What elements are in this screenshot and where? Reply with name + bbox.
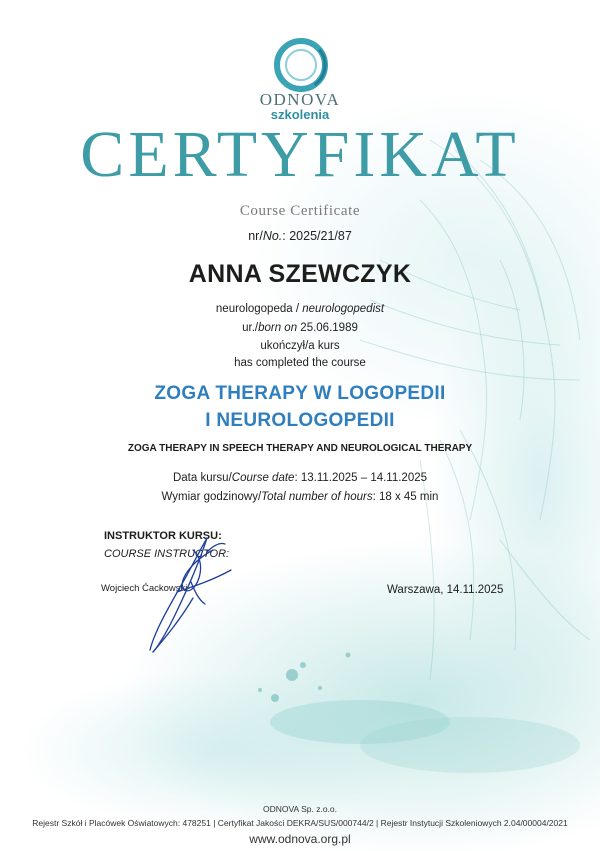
born-date: 25.06.1989 [297, 322, 358, 334]
date-value: : 13.11.2025 – 14.11.2025 [294, 472, 428, 484]
date-label-en: Course date [231, 472, 295, 484]
instructor-label-pl: INSTRUKTOR KURSU: [104, 530, 222, 542]
course-date [0, 472, 600, 484]
number-label-pl: nr/ [248, 229, 263, 243]
signature-icon [95, 520, 245, 660]
recipient-profession [0, 303, 600, 315]
date-label-pl: Data kursu/ [172, 472, 232, 484]
instructor-label-en: COURSE INSTRUCTOR: [104, 548, 230, 560]
footer-registry: Rejestr Szkół i Placówek Oświatowych: 478251 | Certyfikat Jakości DEKRA/SUS/000744/2 | Rejestr Instytucji Szkoleniowych 2.04/00004/2021 [32, 818, 568, 828]
profession-en: neurologopedist [302, 303, 385, 315]
born-label-en: born on [258, 322, 298, 334]
course-title-en: ZOGA THERAPY IN SPEECH THERAPY AND NEUROLOGICAL THERAPY [127, 443, 473, 454]
course-hours [0, 491, 600, 503]
certificate-title: CERTYFIKAT [80, 118, 520, 191]
completed-pl: ukończył/a kurs [260, 340, 340, 352]
place-and-date: Warszawa, 14.11.2025 [387, 584, 504, 596]
number-label-en: No. [262, 229, 283, 243]
completed-en: has completed the course [234, 357, 366, 369]
brand-subtitle: szkolenia [270, 107, 330, 122]
born-label-pl: ur./ [242, 322, 259, 334]
footer-company: ODNOVA Sp. z.o.o. [262, 804, 337, 814]
course-title-line2: I NEUROLOGOPEDII [205, 410, 395, 431]
instructor-name: Wojciech Ćackowski [101, 583, 188, 594]
footer-website[interactable]: www.odnova.org.pl [249, 832, 351, 846]
hours-label-en: Total number of hours [261, 491, 373, 503]
hours-value: : 18 x 45 min [372, 491, 439, 503]
number-value: : 2025/21/87 [282, 229, 352, 243]
certificate-subtitle: Course Certificate [239, 203, 361, 219]
recipient-born [0, 322, 600, 334]
hours-label-pl: Wymiar godzinowy/ [161, 491, 262, 503]
brand-name: ODNOVA [259, 90, 341, 109]
certificate-number [0, 229, 600, 243]
odnova-logo-icon [270, 34, 332, 96]
profession-pl: neurologopeda / [215, 303, 303, 315]
course-title-line1: ZOGA THERAPY W LOGOPEDII [154, 383, 446, 404]
recipient-name: ANNA SZEWCZYK [188, 260, 412, 288]
